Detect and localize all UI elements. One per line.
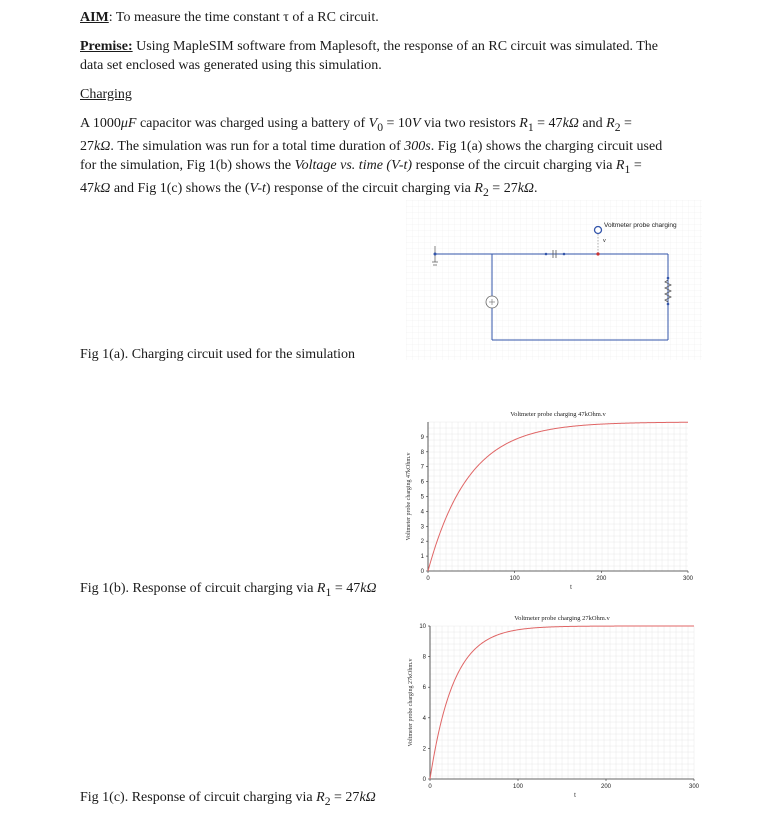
charging-line4: 47kΩ and Fig 1(c) shows the (V-t) response of the circuit charging via $R_2 = 27k\Omega$.	[80, 180, 538, 199]
y-axis-label: Voltmeter probe charging 27kOhm.v	[408, 658, 414, 747]
premise-paragraph	[80, 37, 740, 75]
y-tick-label: 6	[422, 685, 426, 692]
chart-fig1b	[396, 400, 696, 590]
y-tick-label: 8	[420, 449, 424, 456]
y-tick-label: 10	[419, 624, 426, 630]
aim-line	[80, 8, 379, 27]
caption-fig1a: Fig 1(a). Charging circuit used for the simulation	[80, 347, 356, 362]
aim-label: AIM	[80, 10, 109, 25]
x-tick-label: 100	[512, 784, 524, 790]
y-tick-label: 6	[420, 479, 424, 486]
charging-line3: for the simulation, Fig 1(b) shows the Voltage vs. time (V-t) response of the circuit charging via $R_1$ =	[80, 157, 642, 176]
y-tick-label: 5	[420, 494, 424, 501]
y-axis-label: Voltmeter probe charging 47kOhm.v	[406, 452, 412, 541]
caption-fig1c: Fig 1(c). Response of circuit charging via $R_2 = 27k\Omega$	[80, 790, 376, 808]
circuit-diagram	[406, 200, 702, 360]
charging-line1: A 1000μF capacitor was charged using a battery of $V_0 = 10V$ via two resistors $R_1 = 47k\Omega$ and $R_2$ =	[80, 116, 632, 134]
y-tick-label: 3	[420, 524, 424, 531]
x-tick-label: 0	[426, 576, 430, 582]
x-tick-label: 300	[682, 576, 694, 582]
caption-fig1b: Fig 1(b). Response of circuit charging via $R_1 = 47k\Omega$	[80, 581, 377, 599]
x-tick-label: 200	[600, 784, 612, 790]
probe-unit: v	[603, 238, 606, 244]
aim-text: : To measure the time constant τ of a RC circuit.	[108, 10, 379, 25]
series-line	[428, 422, 688, 571]
voltage-source-icon	[486, 296, 498, 308]
x-tick-label: 300	[688, 784, 700, 790]
chart-fig1c	[396, 606, 702, 802]
y-tick-label: 9	[420, 434, 424, 441]
x-tick-label: 200	[596, 576, 607, 582]
y-tick-label: 1	[420, 554, 424, 561]
y-tick-label: 8	[422, 654, 426, 661]
y-tick-label: 0	[420, 569, 424, 575]
chart-title: Voltmeter probe charging 47kOhm.v	[510, 411, 606, 418]
y-tick-label: 7	[420, 464, 424, 471]
probe-label: Voltmeter probe charging	[604, 222, 677, 229]
y-tick-label: 0	[422, 777, 426, 783]
charging-paragraph	[80, 114, 760, 201]
charging-heading: Charging	[80, 87, 132, 102]
y-tick-label: 2	[422, 746, 426, 753]
y-tick-label: 4	[422, 715, 426, 722]
y-tick-label: 4	[420, 509, 424, 516]
premise-line2: data set enclosed was generated using this simulation.	[80, 58, 382, 73]
premise-label: Premise:	[80, 39, 133, 54]
y-tick-label: 2	[420, 539, 424, 546]
premise-line1: Using MapleSIM software from Maplesoft, the response of an RC circuit was simulated. The	[132, 39, 659, 54]
charging-line2: 27kΩ. The simulation was run for a total time duration of 300s. Fig 1(a) shows the charging circuit used	[80, 138, 663, 154]
x-axis-label: t	[574, 793, 576, 799]
x-tick-label: 100	[509, 576, 520, 582]
chart-title: Voltmeter probe charging 27kOhm.v	[514, 615, 610, 622]
x-axis-label: t	[570, 585, 572, 590]
x-tick-label: 0	[428, 784, 432, 790]
